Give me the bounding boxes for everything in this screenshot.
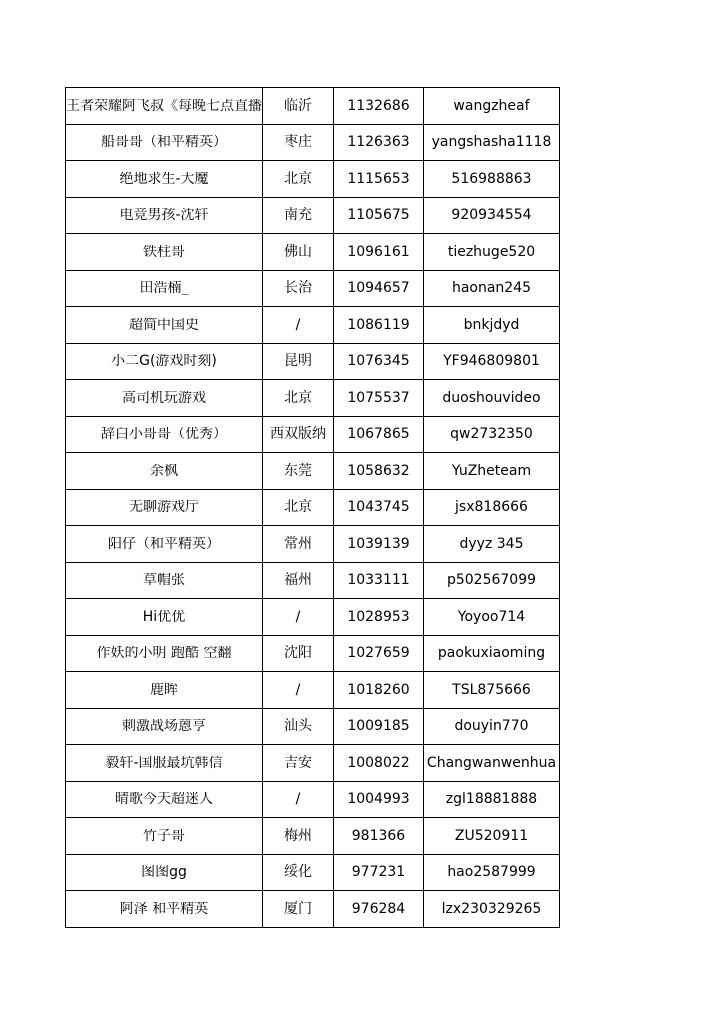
cell-streamer-name[interactable]: [66, 489, 263, 526]
cell-account-id[interactable]: Changwanwenhua: [424, 745, 560, 782]
cell-streamer-name[interactable]: [66, 307, 263, 344]
cell-city[interactable]: 汕头: [263, 708, 334, 745]
cell-streamer-name[interactable]: [66, 161, 263, 198]
cell-account-id[interactable]: tiezhuge520: [424, 234, 560, 271]
cell-follower-count[interactable]: 1004993: [334, 781, 424, 818]
cell-streamer-name[interactable]: [66, 270, 263, 307]
cell-city[interactable]: 枣庄: [263, 124, 334, 161]
table-row: [66, 818, 560, 855]
cell-follower-count[interactable]: 1018260: [334, 672, 424, 709]
cell-text: 船哥哥（和平精英）: [101, 135, 227, 150]
cell-account-id[interactable]: YF946809801: [424, 343, 560, 380]
cell-account-id[interactable]: hao2587999: [424, 854, 560, 891]
cell-follower-count[interactable]: 1126363: [334, 124, 424, 161]
cell-text: 余枫: [150, 463, 178, 478]
table-row: [66, 197, 560, 234]
table-row: [66, 599, 560, 636]
table-row: [66, 307, 560, 344]
cell-account-id[interactable]: qw2732350: [424, 416, 560, 453]
cell-account-id[interactable]: bnkjdyd: [424, 307, 560, 344]
cell-follower-count[interactable]: 1067865: [334, 416, 424, 453]
cell-text: 辞白小哥哥（优秀）: [101, 427, 227, 442]
cell-streamer-name[interactable]: [66, 562, 263, 599]
cell-account-id[interactable]: yangshasha1118: [424, 124, 560, 161]
cell-follower-count[interactable]: 1105675: [334, 197, 424, 234]
cell-account-id[interactable]: lzx230329265: [424, 891, 560, 928]
cell-city[interactable]: 西双版纳: [263, 416, 334, 453]
table-row: [66, 781, 560, 818]
cell-city[interactable]: 北京: [263, 161, 334, 198]
cell-text: 毅轩-国服最坑韩信: [105, 755, 223, 770]
cell-streamer-name[interactable]: [66, 781, 263, 818]
cell-follower-count[interactable]: 1076345: [334, 343, 424, 380]
table-row: [66, 88, 560, 125]
cell-follower-count[interactable]: 981366: [334, 818, 424, 855]
cell-account-id[interactable]: YuZheteam: [424, 453, 560, 490]
cell-text: 绝地求生-大魔: [119, 171, 209, 186]
cell-city[interactable]: 梅州: [263, 818, 334, 855]
cell-text: 作妖的小明 跑酷 空翻: [96, 646, 232, 661]
cell-follower-count[interactable]: 1043745: [334, 489, 424, 526]
cell-text: 高司机玩游戏: [122, 390, 206, 405]
table-row: [66, 562, 560, 599]
cell-account-id[interactable]: haonan245: [424, 270, 560, 307]
cell-text: 图图gg: [141, 865, 187, 880]
cell-account-id[interactable]: dyyz 345: [424, 526, 560, 563]
cell-follower-count[interactable]: 1058632: [334, 453, 424, 490]
table-row: [66, 234, 560, 271]
cell-streamer-name[interactable]: [66, 635, 263, 672]
cell-account-id[interactable]: 516988863: [424, 161, 560, 198]
cell-city[interactable]: 厦门: [263, 891, 334, 928]
cell-text: 阳仔（和平精英）: [108, 536, 220, 551]
cell-city[interactable]: 昆明: [263, 343, 334, 380]
cell-streamer-name[interactable]: [66, 891, 263, 928]
cell-text: 铁柱哥: [143, 244, 185, 259]
cell-text: 小二G(游戏时刻): [111, 354, 217, 369]
cell-streamer-name[interactable]: [66, 380, 263, 417]
cell-follower-count[interactable]: 976284: [334, 891, 424, 928]
cell-streamer-name[interactable]: [66, 416, 263, 453]
cell-account-id[interactable]: ZU520911: [424, 818, 560, 855]
cell-follower-count[interactable]: 1115653: [334, 161, 424, 198]
cell-follower-count[interactable]: 1033111: [334, 562, 424, 599]
cell-follower-count[interactable]: 1075537: [334, 380, 424, 417]
table-body: [66, 88, 560, 928]
cell-text: 王者荣耀阿飞叔《每晚七点直播: [66, 98, 262, 113]
cell-city[interactable]: 吉安: [263, 745, 334, 782]
table-row: [66, 635, 560, 672]
cell-streamer-name[interactable]: [66, 234, 263, 271]
table-row: [66, 526, 560, 563]
cell-account-id[interactable]: jsx818666: [424, 489, 560, 526]
table-row: [66, 161, 560, 198]
cell-streamer-name[interactable]: [66, 745, 263, 782]
cell-account-id[interactable]: p502567099: [424, 562, 560, 599]
cell-city[interactable]: 常州: [263, 526, 334, 563]
table-row: [66, 380, 560, 417]
cell-account-id[interactable]: wangzheaf: [424, 88, 560, 125]
cell-city[interactable]: 福州: [263, 562, 334, 599]
cell-streamer-name[interactable]: [66, 197, 263, 234]
cell-text: 竹子哥: [143, 828, 185, 843]
cell-city[interactable]: /: [263, 307, 334, 344]
cell-follower-count[interactable]: 1008022: [334, 745, 424, 782]
table-row: [66, 489, 560, 526]
cell-text: 晴歌今天超迷人: [115, 792, 213, 807]
table-row: [66, 672, 560, 709]
cell-streamer-name[interactable]: [66, 672, 263, 709]
cell-text: 草帽张: [143, 573, 185, 588]
cell-account-id[interactable]: zgl18881888: [424, 781, 560, 818]
cell-follower-count[interactable]: 1094657: [334, 270, 424, 307]
cell-follower-count[interactable]: 1027659: [334, 635, 424, 672]
cell-city[interactable]: 临沂: [263, 88, 334, 125]
cell-city[interactable]: 沈阳: [263, 635, 334, 672]
cell-text: 鹿眸: [150, 682, 178, 697]
cell-account-id[interactable]: paokuxiaoming: [424, 635, 560, 672]
cell-account-id[interactable]: duoshouvideo: [424, 380, 560, 417]
cell-streamer-name[interactable]: [66, 124, 263, 161]
cell-streamer-name[interactable]: [66, 708, 263, 745]
cell-follower-count[interactable]: 977231: [334, 854, 424, 891]
cell-city[interactable]: 长治: [263, 270, 334, 307]
cell-text: 田浩楠_: [139, 281, 189, 296]
cell-city[interactable]: 北京: [263, 489, 334, 526]
cell-city[interactable]: 绥化: [263, 854, 334, 891]
cell-city[interactable]: /: [263, 781, 334, 818]
table-row: [66, 745, 560, 782]
cell-follower-count[interactable]: 1096161: [334, 234, 424, 271]
cell-streamer-name[interactable]: [66, 526, 263, 563]
cell-city[interactable]: 佛山: [263, 234, 334, 271]
cell-city[interactable]: 北京: [263, 380, 334, 417]
cell-follower-count[interactable]: 1009185: [334, 708, 424, 745]
cell-follower-count[interactable]: 1086119: [334, 307, 424, 344]
table-row: [66, 343, 560, 380]
cell-follower-count[interactable]: 1028953: [334, 599, 424, 636]
cell-city[interactable]: 东莞: [263, 453, 334, 490]
cell-streamer-name[interactable]: [66, 854, 263, 891]
cell-text: 无聊游戏厅: [129, 500, 199, 515]
cell-streamer-name[interactable]: [66, 818, 263, 855]
cell-text: 电竞男孩-沈轩: [119, 208, 209, 223]
cell-text: 阿泽 和平精英: [119, 901, 209, 916]
table-row: [66, 891, 560, 928]
table-row: [66, 416, 560, 453]
cell-account-id[interactable]: Yoyoo714: [424, 599, 560, 636]
table-row: [66, 708, 560, 745]
cell-text: 刺激战场蒽亨: [122, 719, 206, 734]
table-row: [66, 453, 560, 490]
cell-city[interactable]: /: [263, 599, 334, 636]
table-row: [66, 124, 560, 161]
table-row: [66, 854, 560, 891]
spreadsheet-table: [65, 87, 560, 928]
cell-account-id[interactable]: 920934554: [424, 197, 560, 234]
cell-text: 超简中国史: [129, 317, 199, 332]
table-row: [66, 270, 560, 307]
cell-streamer-name[interactable]: [66, 88, 263, 125]
cell-account-id[interactable]: douyin770: [424, 708, 560, 745]
cell-streamer-name[interactable]: [66, 343, 263, 380]
cell-follower-count[interactable]: 1039139: [334, 526, 424, 563]
cell-streamer-name[interactable]: [66, 599, 263, 636]
cell-streamer-name[interactable]: [66, 453, 263, 490]
cell-city[interactable]: 南充: [263, 197, 334, 234]
cell-text: Hi优优: [142, 609, 186, 624]
cell-follower-count[interactable]: 1132686: [334, 88, 424, 125]
cell-city[interactable]: /: [263, 672, 334, 709]
cell-account-id[interactable]: TSL875666: [424, 672, 560, 709]
